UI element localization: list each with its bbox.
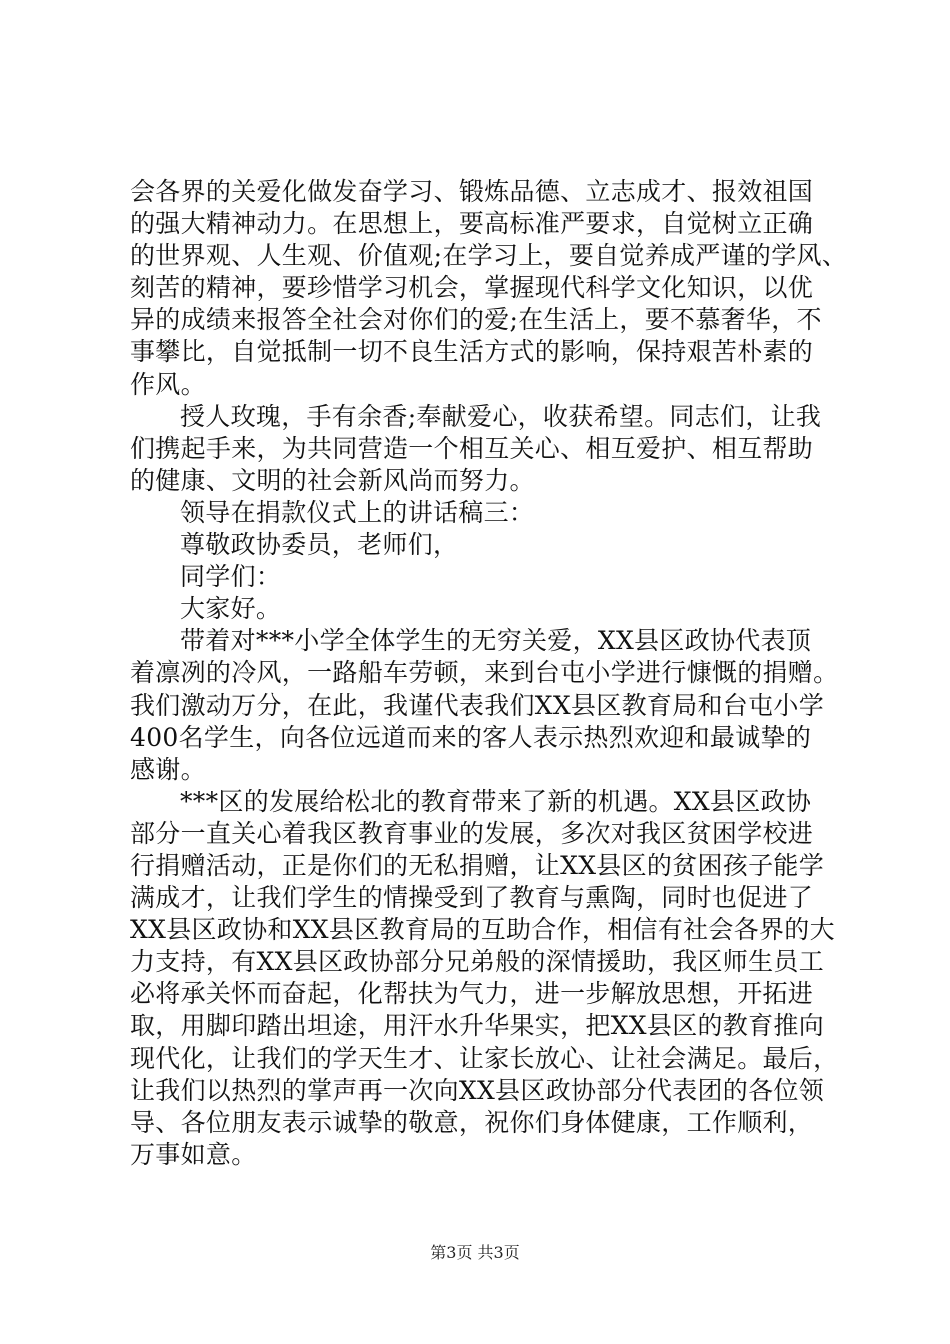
text-line: 让我们以热烈的掌声再一次向XX县区政协部分代表团的各位领 bbox=[130, 1075, 824, 1105]
text-line: 现代化，让我们的学天生才、让家长放心、让社会满足。最后， bbox=[130, 1043, 839, 1073]
text-line: 我们激动万分，在此，我谨代表我们XX县区教育局和台屯小学 bbox=[130, 690, 824, 720]
text-line: 作风。 bbox=[130, 369, 206, 399]
text-line: 力支持，有XX县区政协部分兄弟般的深情援助，我区师生员工 bbox=[130, 947, 824, 977]
text-line: 的强大精神动力。在思想上，要高标准严要求，自觉树立正确 bbox=[130, 209, 814, 239]
paragraph-start-line: 带着对***小学全体学生的无穷关爱，XX县区政协代表顶 bbox=[180, 626, 812, 656]
salutation-line: 同学们： bbox=[180, 562, 282, 592]
section-heading: 领导在捐款仪式上的讲话稿三： bbox=[180, 497, 535, 527]
text-line: 满成才，让我们学生的情操受到了教育与熏陶，同时也促进了 bbox=[130, 883, 814, 913]
text-line: 万事如意。 bbox=[130, 1139, 257, 1169]
salutation-line: 尊敬政协委员，老师们， bbox=[180, 530, 459, 560]
text-line: XX县区政协和XX县区教育局的互助合作，相信有社会各界的大 bbox=[130, 915, 835, 945]
text-line: 会各界的关爱化做发奋学习、锻炼品德、立志成才、报效祖国 bbox=[130, 177, 814, 206]
text-line: 400名学生，向各位远道而来的客人表示热烈欢迎和最诚挚的 bbox=[130, 722, 812, 752]
text-line: 必将承关怀而奋起，化帮扶为气力，进一步解放思想，开拓进 bbox=[130, 979, 814, 1009]
paragraph-start-line: ***区的发展给松北的教育带来了新的机遇。XX县区政协 bbox=[180, 786, 812, 816]
text-line: 取，用脚印踏出坦途，用汗水升华果实，把XX县区的教育推向 bbox=[130, 1011, 824, 1041]
page-footer bbox=[0, 1242, 950, 1264]
text-line: 事攀比，自觉抵制一切不良生活方式的影响，保持艰苦朴素的 bbox=[130, 337, 814, 367]
text-line: 行捐赠活动，正是你们的无私捐赠，让XX县区的贫困孩子能学 bbox=[130, 850, 824, 880]
text-line: 部分一直关心着我区教育事业的发展，多次对我区贫困学校进 bbox=[130, 818, 814, 848]
text-line: 感谢。 bbox=[130, 754, 206, 784]
paragraph-start-line: 授人玫瑰，手有余香;奉献爱心，收获希望。同志们，让我 bbox=[180, 401, 822, 431]
text-line: 着凛冽的冷风，一路船车劳顿，来到台屯小学进行慷慨的捐赠。 bbox=[130, 658, 839, 688]
text-line: 异的成绩来报答全社会对你们的爱;在生活上，要不慕奢华，不 bbox=[130, 305, 822, 335]
page-number: 第3页 共3页 bbox=[430, 1243, 520, 1262]
text-line: 导、各位朋友表示诚挚的敬意，祝你们身体健康，工作顺利， bbox=[130, 1107, 814, 1137]
document-body bbox=[130, 176, 848, 1171]
text-line: 们携起手来，为共同营造一个相互关心、相互爱护、相互帮助 bbox=[130, 433, 814, 463]
text-line: 的世界观、人生观、价值观;在学习上，要自觉养成严谨的学风、 bbox=[130, 241, 848, 271]
text-line: 的健康、文明的社会新风尚而努力。 bbox=[130, 465, 535, 495]
text-line: 刻苦的精神，要珍惜学习机会，掌握现代科学文化知识，以优 bbox=[130, 273, 814, 303]
greeting-line: 大家好。 bbox=[180, 594, 282, 624]
